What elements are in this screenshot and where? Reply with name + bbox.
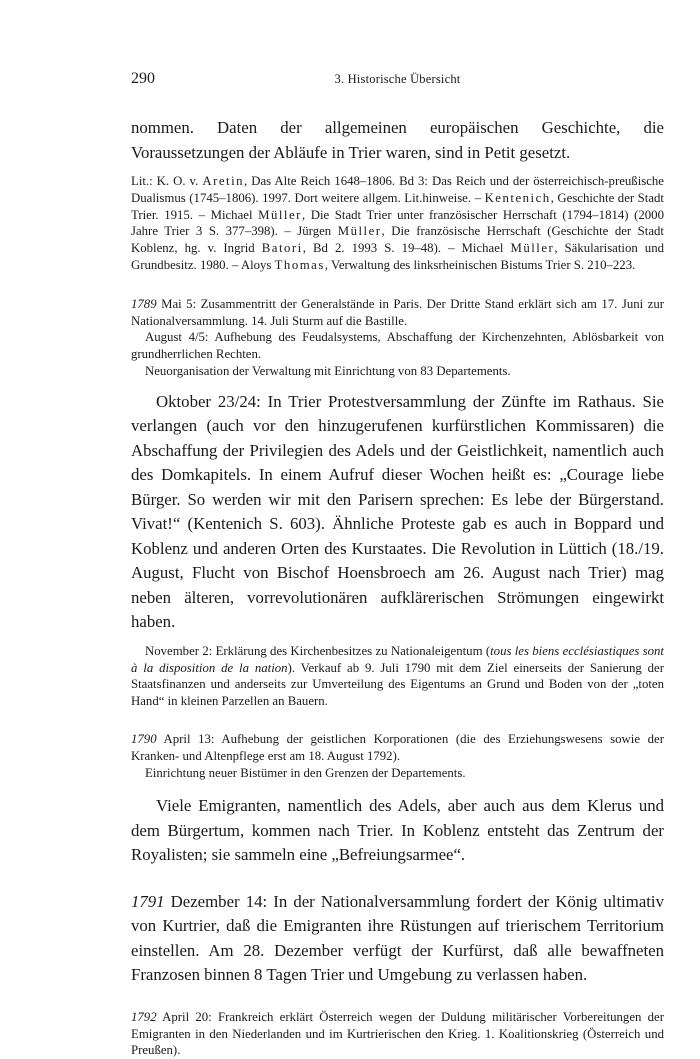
aretin-work: , Das Alte Reich 1648–1806. Bd 3: Das Reich und der österreichisch-preußische Dualismus (1745–1806). 1997. Dort weitere allgem. Lit.hinweise. – [131,174,664,205]
author-mueller-1: Müller [258,207,302,222]
entry-1789-line3: Neuorganisation der Verwaltung mit Einrichtung von 83 Departements. [145,363,511,378]
mueller-1-work: , Die Stadt Trier unter französischer Herrschaft (1794–1814) (2000 Jahre Trier 3 S. 377–398). – Jürgen [131,207,664,239]
author-mueller-3: Müller [510,241,555,256]
entry-1791 [131,890,664,988]
author-batori: Batori [261,241,303,256]
november-text-a: November 2: Erklärung des Kirchenbesitzes zu Nationaleigentum ( [145,643,491,658]
literature-block [131,173,664,274]
entry-1789-line1-text: Mai 5: Zusammentritt der Generalstände in Paris. Der Dritte Stand erklärt sich am 17. Juni zur Nationalversammlung. 14. Juli Sturm auf die Bastille. [131,296,664,328]
emigranten-paragraph: Viele Emigranten, namentlich des Adels, aber auch aus dem Klerus und dem Bürgertum, kommen nach Trier. In Koblenz entsteht das Zentrum der Royalisten; sie sammeln eine „Befreiungsarmee“. [131,796,664,865]
page-number: 290 [131,70,155,87]
year-1790: 1790 [131,731,157,746]
november-paragraph [131,643,664,710]
year-1791: 1791 [131,891,165,911]
thomas-work: , Verwaltung des linksrheinischen Bistums Trier S. 210–223. [324,257,636,272]
year-1792: 1792 [131,1009,157,1024]
running-head-title: 3. Historische Übersicht [334,72,461,86]
year-1789: 1789 [131,296,157,311]
entry-1790-line1 [131,731,664,765]
entry-1789-line2: August 4/5: Aufhebung des Feudalsystems, Abschaffung der Kirchenzehnten, Ablösbarkeit von grundherrlichen Rechten. [131,330,664,362]
running-head [131,70,664,96]
batori-work: , Bd 2. 1993 S. 19–48). – Michael [302,241,511,256]
entry-1790-line1-text: April 13: Aufhebung der geistlichen Korporationen (die des Erziehungswesens sowie der Kranken- und Altenpflege erst am 18. August 1792). [131,731,664,763]
entry-1792 [131,1009,664,1059]
kentenich-work: , Geschichte der Stadt Trier. 1915. – Michael [131,190,664,222]
mueller-2-work: , Die französische Herrschaft (Geschichte der Stadt Koblenz, hg. v. Ingrid [131,224,664,256]
entry-1791-text: Dezember 14: In der Nationalversammlung fordert der König ultimativ von Kurtrier, daß die Emigranten ihre Rüstungen auf trierischem Territorium einstellen. Am 28. Dezember verfügt der Kurfürst, daß alle bewaffneten Franzosen binnen 8 Tagen Trier und Umgebung zu verlassen haben. [131,891,664,985]
author-mueller-2: Müller [337,224,382,239]
entry-1789-line1 [131,296,664,330]
mueller-3-work: , Säkularisation und Grundbesitz. 1980. – Aloys [131,241,664,272]
author-thomas: Thomas [274,257,325,272]
intro-paragraph: nommen. Daten der allgemeinen europäischen Geschichte, die Voraussetzungen der Abläufe in Trier waren, sind in Petit gesetzt. [131,118,664,162]
oktober-paragraph: Oktober 23/24: In Trier Protestversammlung der Zünfte im Rathaus. Sie verlangen (auch vor den hinzugerufenen kurfürstlichen Kommissaren) die Abschaffung der Privilegien des Adels und der Geistlichkeit, namentlich auch des Domkapitels. In einem Aufruf dieser Wochen heißt es: „Courage liebe Bürger. So werden wir mit den Parisern sprechen: Es lebe der Bürgerstand. Vivat!“ (Kentenich S. 603). Ähnliche Proteste gab es auch in Boppard und Koblenz und anderen Orten des Kurstaates. Die Revolution in Lüttich (18./19. August, Flucht von Bischof Hoensbroech am 26. August nach Trier) mag neben älteren, vorrevolutionären aufklärerischen Strömungen eingewirkt haben. [131,391,664,632]
november-french-quote: tous les biens ecclésiastiques sont à la disposition de la nation [131,643,664,675]
entry-1792-text: April 20: Frankreich erklärt Österreich wegen der Duldung militärischer Vorbereitungen der Emigranten in den Niederlanden und im Kurtrierischen den Krieg. 1. Koalitionskrieg (Österreich und Preußen). [131,1009,664,1058]
entry-1790-line2: Einrichtung neuer Bistümer in den Grenzen der Departements. [145,765,466,780]
november-text-b: ). Verkauf ab 9. Juli 1790 mit dem Ziel einerseits der Sanierung der Staatsfinanzen und anderseits zur Umverteilung des Eigentums an Grund und Boden von der „toten Hand“ in kleinen Parzellen an Bauern. [131,660,664,709]
author-aretin: Aretin [202,174,245,188]
literature-prefix: Lit.: K. O. v. [131,174,203,188]
author-kentenich: Kentenich [484,190,551,205]
entry-1789 [131,296,664,380]
entry-1790 [131,731,664,781]
